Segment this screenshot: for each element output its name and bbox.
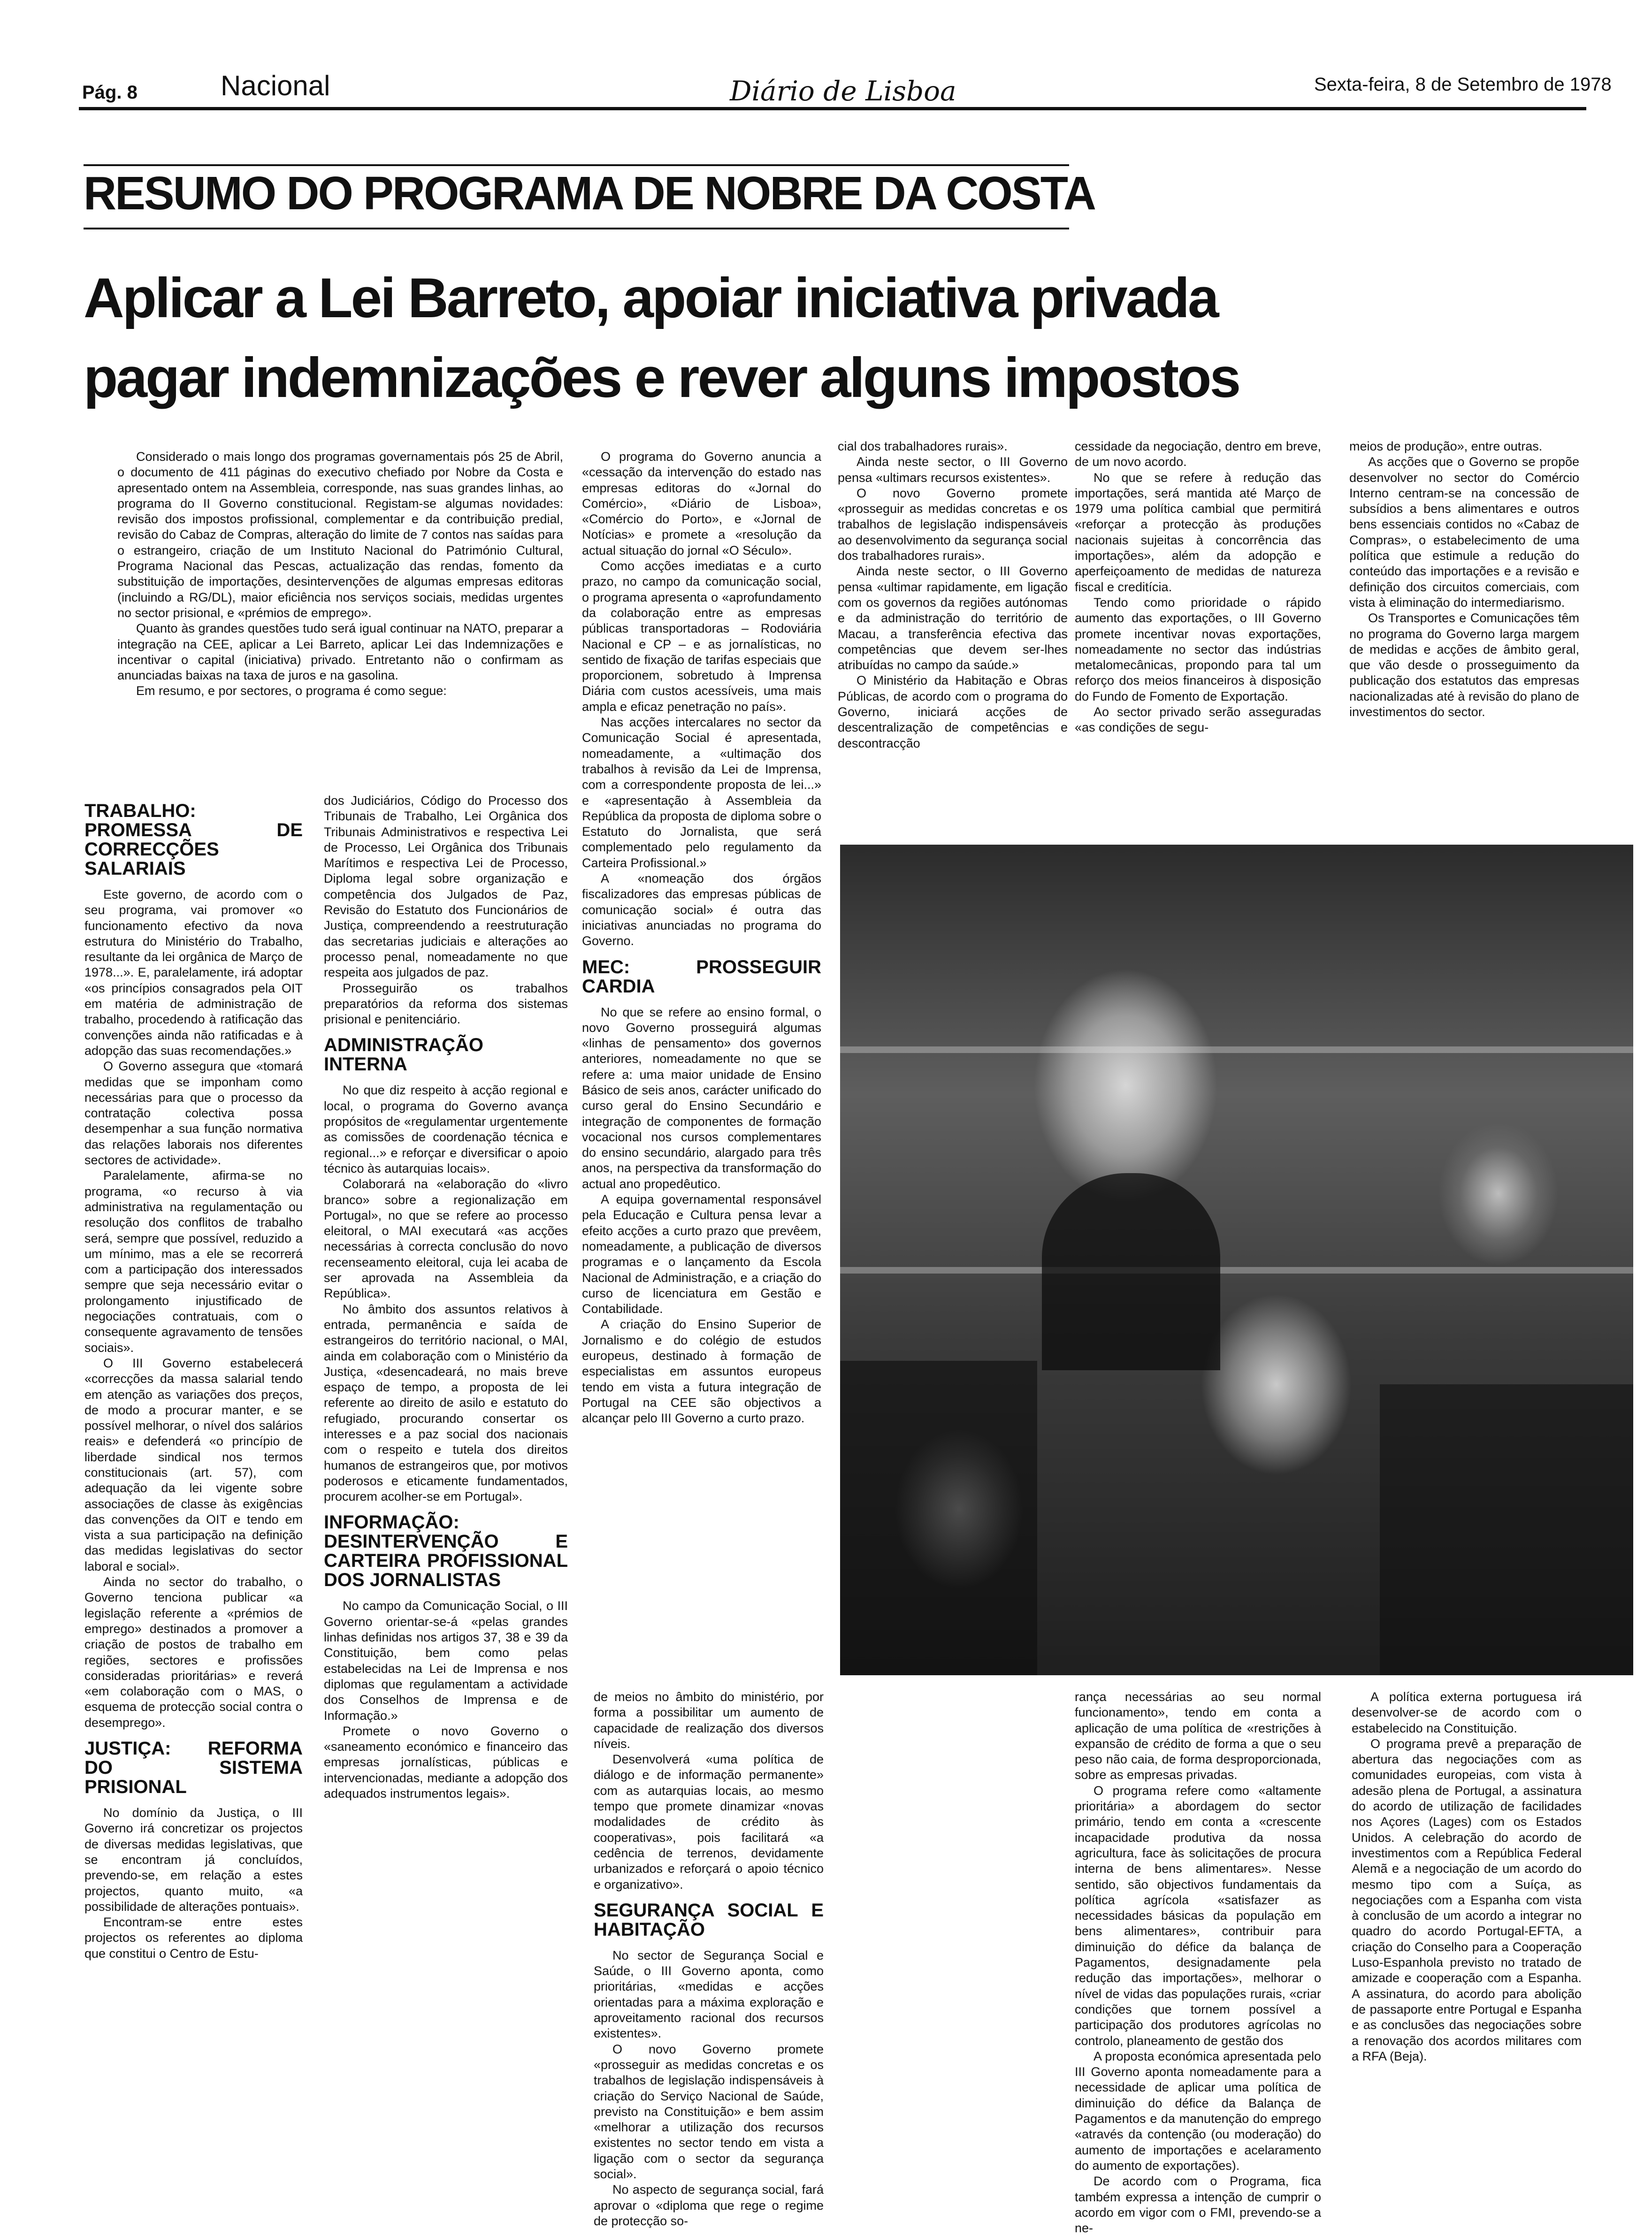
lead-paragraph — [117, 449, 563, 768]
article-paragraph: No aspecto de segurança social, fará aprovar o «diploma que rege o regime de protecção so- — [594, 2183, 824, 2228]
article-paragraph: As acções que o Governo se propõe desenvolver no sector do Comércio Interno centram-se na concessão de subsídios a bens alimentares e outros bens essenciais contidos no «Cabaz de Compras», o estabelecimento de uma política que estimule a redução do conteúdo das importações e a revisão e definição dos circuitos comerciais, com vista à eliminação do intermediarismo. — [1349, 455, 1579, 610]
page-number: Pág. 8 — [82, 82, 138, 103]
article-paragraph: Paralelamente, afirma-se no programa, «o recurso à via administrativa na regulamentação ou resolução dos conflitos de trabalho será, sempre que possível, reduzido a um mínimo, mas a ele se recorrerá com a participação dos interessados sempre que seja necessário evitar o prolongamento injustificado de negociações contratuais, com o consequente agravamento de tensões sociais». — [84, 1168, 303, 1355]
article-paragraph: Os Transportes e Comunicações têm no programa do Governo larga margem de medidas e acções de âmbito geral, que vão desde o prosseguimento da publicação dos estatutos das empresas nacionalizadas até à revisão do plano de investimentos do sector. — [1349, 611, 1579, 719]
photo-shadow-1 — [840, 1361, 1037, 1675]
kicker-rule — [84, 164, 1069, 166]
article-paragraph: No que diz respeito à acção regional e local, o programa do Governo avança propósitos de «regulamentar urgentemente as comissões de coordenação técnica e regional...» e reforçar e diversificar o apoio técnico às autarquias locais». — [324, 1083, 568, 1175]
article-paragraph: Nas acções intercalares no sector da Comunicação Social é apresentada, nomeadamente, a «ultimação dos trabalhos à revisão da Lei de Imprensa, com a correspondente proposta de lei...» e «apresentação à Assembleia da República da proposta de diploma sobre o Estatuto do Jornalista, que será complementado pelo regulamento da Carteira Profissional.» — [582, 715, 821, 870]
masthead-rule — [79, 107, 1586, 110]
article-paragraph: O programa do Governo anuncia a «cessação da intervenção do estado nas empresas editoras do «Jornal do Comércio», «Diário de Lisboa», «Comércio do Porto», e «Jornal de Notícias» e promete a «resolução da actual situação do jornal «O Século». — [582, 450, 821, 557]
column-5-top — [1075, 439, 1321, 866]
article-paragraph: Ainda no sector do trabalho, o Governo tenciona publicar «a legislação referente a «prémios de emprego» destinados a promover a criação de postos de trabalho em regiões, sectores e profissões consideradas prioritárias» e reverá «em colaboração com o MAS, o esquema de protecção social contra o desemprego». — [84, 1575, 303, 1730]
article-paragraph: No domínio da Justiça, o III Governo irá concretizar os projectos de diversas medidas legislativas, que se encontram já concluídos, prevendo-se, em relação a estes projectos, quanto muito, «a possibilidade de alterações pontuais». — [84, 1806, 303, 1914]
article-paragraph: No campo da Comunicação Social, o III Governo orientar-se-á «pelas grandes linhas definidas nos artigos 37, 38 e 39 da Constituição, bem como pelas estabelecidas na Lei de Imprensa e nos diplomas que regulamentam a actividade dos Conselhos de Imprensa e de Informação.» — [324, 1599, 568, 1723]
article-paragraph: A equipa governamental responsável pela Educação e Cultura pensa levar a efeito acções a curto prazo que prevêem, nomeadamente, a publicação de diversos programas e o lançamento da Escola Nacional de Administração, e a criação do curso de licenciatura em Gestão e Contabilidade. — [582, 1192, 821, 1316]
article-paragraph: Desenvolverá «uma política de diálogo e de informação permanente» com as autarquias locais, ao mesmo tempo que promete dinamizar «novas modalidades de crédito às cooperativas», pois facilitará «a cedência de terrenos, devidamente urbanizados e reforçará o apoio técnico e organizativo». — [594, 1752, 824, 1892]
article-paragraph: No sector de Segurança Social e Saúde, o III Governo aponta, como prioritárias, «medidas e acções orientadas para a máxima exploração e aproveitamento racional dos recursos existentes». — [594, 1948, 824, 2041]
article-paragraph: No que se refere ao ensino formal, o novo Governo prosseguirá algumas «linhas de pensamento» dos governos anteriores, nomeadamente no que se refere a: uma maior unidade de Ensino Básico de seis anos, carácter unificado do curso geral do Ensino Secundário e integração de componentes de formação vocacional nos cursos complementares do ensino secundário, alargado para três anos, na perspectiva da transformação do actual ano propedêutico. — [582, 1005, 821, 1191]
column-5-bottom — [1075, 1689, 1321, 2236]
column-1 — [84, 793, 303, 2182]
article-paragraph: de meios no âmbito do ministério, por forma a possibilitar um aumento de capacidade de realização dos diversos níveis. — [594, 1690, 824, 1751]
section-heading: MEC: PROSSEGUIR CARDIA — [582, 956, 821, 997]
article-paragraph: O novo Governo promete «prosseguir as medidas concretas e os trabalhos de legislação indispensáveis à criação do Serviço Nacional de Saúde, previsto na Constituição» e bem assim «melhorar a utilização dos recursos existentes no sector tendo em vista a ligação com o sector da segurança social». — [594, 2042, 824, 2182]
article-paragraph: dos Judiciários, Código do Processo dos Tribunais de Trabalho, Lei Orgânica dos Tribunais Administrativos e respectiva Lei de Processo, Lei Orgânica dos Tribunais Marítimos e respectiva Lei de Processo, Diploma legal sobre organização e competência dos Julgados de Paz, Revisão do Estatuto dos Funcionários de Justiça, compreendendo a reestruturação das secretarias judiciais e alterações ao processo penal, nomeadamente no que respeita aos julgados de paz. — [324, 794, 568, 980]
article-paragraph: Promete o novo Governo o «saneamento económico e financeiro das empresas jornalísticas, públicas e intervencionadas, mediante a adopção dos adequados instrumentos legais». — [324, 1724, 568, 1801]
article-paragraph: cessidade da negociação, dentro em breve, de um novo acordo. — [1075, 439, 1321, 469]
article-paragraph: cial dos trabalhadores rurais». — [838, 439, 1008, 453]
lead-p1: Considerado o mais longo dos programas governamentais pós 25 de Abril, o documento de 411 páginas do executivo chefiado por Nobre da Costa e apresentado ontem na Assembleia, corresponde, nas suas grandes linhas, ao programa do II Governo constitucional. Registam-se algumas novidades: revisão dos impostos profissional, complementar e da contribuição predial, revisão do Cabaz de Compras, alteração do limite de 7 contos nas saídas para o estrangeiro, criação de um Instituto Nacional do Património Cultural, Programa Nacional das Pescas, actualização das rendas, fomento da substituição de importações, desintervenções de algumas empresas editoras (incluindo a RG/DL), maior eficiência nos serviços sociais, medidas urgentes no sector prisional, e «prémios de emprego». — [117, 450, 563, 620]
lead-p2: Quanto às grandes questões tudo será igual continuar na NATO, preparar a integração na CEE, aplicar a Lei Barreto, aplicar Lei das Indemnizações e incentivar o capital (iniciativa) privado. Entretanto não o confirmam as anunciadas baixas na taxa de juros e na gasolina. — [117, 621, 563, 683]
column-2 — [324, 793, 568, 2182]
issue-date: Sexta-feira, 8 de Setembro de 1978 — [1314, 74, 1612, 95]
column-6-bottom — [1352, 1689, 1582, 2187]
newspaper-name: Diário de Lisboa — [730, 75, 956, 107]
photo-speaker-suit — [1042, 1173, 1220, 1370]
article-paragraph: O programa refere como «altamente prioritária» a abordagem do sector primário, tendo em conta a «crescente incapacidade produtiva da nossa agricultura, face às solicitações de procura interna de bens alimentares». Nesse sentido, são objectivos fundamentais da política agrícola «satisfazer as necessidades básicas da população em bens alimentares», contribuir para diminuição do défice da balança de Pagamentos, designadamente pela redução das importações», melhorar o nível de vidas das populações rurais, «criar condições que tornem possível a participação dos produtores agrícolas no controlo, planeamento de gestão dos — [1075, 1783, 1321, 2048]
column-6-top — [1349, 439, 1579, 866]
section-heading: TRABALHO: PROMESSA DE CORRECÇÕES SALARIAIS — [84, 801, 303, 879]
article-paragraph: No âmbito dos assuntos relativos à entrada, permanência e saída de estrangeiros do território nacional, o MAI, ainda em colaboração com o Ministério da Justiça, «desencadeará, no mais breve espaço de tempo, a proposta de lei referente ao direito de asilo e estatuto do refugiado, procurando consertar os interesses e a paz social dos nacionais com o respeito e tutela dos direitos humanos de estrangeiros que, por motivos poderosos e eticamente fundamentados, procurem acolher-se em Portugal». — [324, 1302, 568, 1504]
article-paragraph: Ainda neste sector, o III Governo pensa «ultimar rapidamente, em ligação com os governos da regiões autónomas e da administração do território de Macau, a transferência efectiva das competências que devem ser-lhes atribuídas no campo da saúde.» — [838, 564, 1068, 672]
article-paragraph: Tendo como prioridade o rápido aumento das exportações, o III Governo promete incentivar novas exportações, nomeadamente no sector das indústrias metalomecânicas, propondo para tal um reforço dos meios financeiros à disposição do Fundo de Fomento de Exportação. — [1075, 595, 1321, 703]
photo-assembly — [840, 845, 1633, 1675]
article-paragraph: meios de produção», entre outras. — [1349, 439, 1543, 453]
section-heading: SEGURANÇA SOCIAL E HABITAÇÃO — [594, 1900, 824, 1940]
lead-p3: Em resumo, e por sectores, o programa é como segue: — [136, 684, 447, 698]
kicker-underline — [84, 228, 1069, 229]
photo-shadow-2 — [1380, 1384, 1633, 1675]
article-paragraph: No que se refere à redução das importações, será mantida até Março de 1979 uma política cambial que permitirá «reforçar a protecção às produções nacionais sujeitas à concorrência das importações», além da adopção e aperfeiçoamento de medidas de natureza fiscal e creditícia. — [1075, 470, 1321, 594]
photo-balcony-rail — [840, 1046, 1633, 1053]
article-paragraph: Como acções imediatas e a curto prazo, no campo da comunicação social, o programa apresenta o «aprofundamento da colaboração entre as empresas públicas transportadoras – Rodoviária Nacional e CP – e as jornalísticas, no sentido de fixação de tarifas especiais que proporcionem, sobretudo à Imprensa Diária com custos acessíveis, uma mais ampla e eficaz penetração no país». — [582, 559, 821, 714]
article-paragraph: Encontram-se entre estes projectos os referentes ao diploma que constitui o Centro de Estu- — [84, 1915, 303, 1961]
headline-line-2: pagar indemnizações e rever alguns impostos — [84, 346, 1239, 409]
article-paragraph: O Governo assegura que «tomará medidas que se imponham como necessárias para que o processo da contratação colectiva possa desempenhar a sua função normativa das relações laborais nos diferentes sectores de actividade». — [84, 1059, 303, 1168]
article-paragraph: O III Governo estabelecerá «correcções da massa salarial tendo em atenção as variações dos preços, de modo a procurar manter, e se possível melhorar, o nível dos salários reais» e defenderá «o princípio de liberdade sindical nos termos constitucionais (art. 57), com adequação da lei vigente sobre associações de classe às exigências das convenções da OIT e tendo em vista a sua participação na definição das medidas legislativas do sector laboral e social». — [84, 1356, 303, 1573]
kicker-title: RESUMO DO PROGRAMA DE NOBRE DA COSTA — [84, 167, 1095, 220]
article-paragraph: O programa prevê a preparação de abertura das negociações com as comunidades europeias, com vista à adesão plena de Portugal, a assinatura do acordo de utilização de facilidades nos Açores (Lages) com os Estados Unidos. A celebração do acordo de investimentos com a República Federal Alemã e a negociação de um acordo do mesmo tipo com a Suíça, as negociações com a Espanha com vista à conclusão de um acordo a integrar no quadro do acordo Portugal-EFTA, a criação do Conselho para a Cooperação Luso-Espanhola previsto no tratado de amizade e cooperação com a Espanha. A assinatura, do acordo para abolição de passaporte entre Portugal e Espanha e as conclusões das negociações sobre a renovação dos acordos militares com a RFA (Beja). — [1352, 1736, 1582, 2063]
column-3 — [582, 449, 821, 1716]
article-paragraph: Ainda neste sector, o III Governo pensa «ultimars recursos existentes». — [838, 455, 1068, 485]
column-4-bottom — [594, 1689, 824, 2228]
article-paragraph: A criação do Ensino Superior de Jornalismo e do colégio de estudos europeus, destinado à formação de especialistas em assuntos europeus tendo em vista a futura integração de Portugal na CEE são objectivos a alcançar pelo III Governo a curto prazo. — [582, 1317, 821, 1426]
photo-bench-rail — [840, 1267, 1633, 1274]
article-paragraph: Prosseguirão os trabalhos preparatórios da reforma dos sistemas prisional e penitenciário. — [324, 981, 568, 1027]
article-paragraph: Este governo, de acordo com o seu programa, vai promover «o funcionamento efectivo da nova estrutura do Ministério do Trabalho, resultante da lei orgânica de Março de 1978...». E, paralelamente, irá adoptar «os princípios consagrados pela OIT em matéria de administração de trabalho, procedendo à ratificação das convenções ainda não ratificadas e à adopção das suas recomendações.» — [84, 887, 303, 1058]
section-heading: ADMINISTRAÇÃO INTERNA — [324, 1035, 483, 1075]
section-heading: JUSTIÇA: REFORMA DO SISTEMA PRISIONAL — [84, 1738, 303, 1798]
article-paragraph: rança necessárias ao seu normal funcionamento», tendo em conta a aplicação de uma política de «restrições à expansão de crédito de forma a que o seu peso não caia, de forma desproporcionada, sobre as empresas privadas. — [1075, 1690, 1321, 1782]
article-paragraph: O Ministério da Habitação e Obras Públicas, de acordo com o programa do Governo, iniciará acções de descentralização de competências e descontracção — [838, 673, 1068, 750]
headline-line-1: Aplicar a Lei Barreto, apoiar iniciativa privada — [84, 267, 1217, 329]
article-paragraph: A política externa portuguesa irá desenvolver-se de acordo com o estabelecido na Constituição. — [1352, 1690, 1582, 1735]
section-label: Nacional — [221, 70, 330, 101]
article-paragraph: Ao sector privado serão asseguradas «as condições de segu- — [1075, 705, 1321, 735]
article-paragraph: O novo Governo promete «prosseguir as medidas concretas e os trabalhos de legislação indispensáveis ao desenvolvimento da segurança social dos trabalhadores rurais». — [838, 486, 1068, 563]
article-paragraph: A proposta económica apresentada pelo III Governo aponta nomeadamente para a necessidade de aplicar uma política de diminuição do défice da Balança de Pagamentos e da manutenção do emprego «através da contenção (ou moderação) do aumento de importações e acelaramento do aumento de exportações). — [1075, 2049, 1321, 2173]
article-paragraph: Colaborará na «elaboração do «livro branco» sobre a regionalização em Portugal», no que se refere ao processo eleitoral, o MAI executará «as acções necessárias à correcta conclusão do novo recenseamento eleitoral, cuja lei acaba de ser aprovada na Assembleia da República». — [324, 1177, 568, 1301]
article-paragraph: A «nomeação dos órgãos fiscalizadores das empresas públicas de comunicação social» é outra das iniciativas anunciadas no programa do Governo. — [582, 871, 821, 948]
section-heading: INFORMAÇÃO: DESINTERVENÇÃO E CARTEIRA PROFISSIONAL DOS JORNALISTAS — [324, 1512, 568, 1591]
column-4-top — [838, 439, 1068, 866]
article-paragraph: De acordo com o Programa, fica também expressa a intenção de cumprir o acordo em vigor com o FMI, prevendo-se a ne- — [1075, 2174, 1321, 2236]
